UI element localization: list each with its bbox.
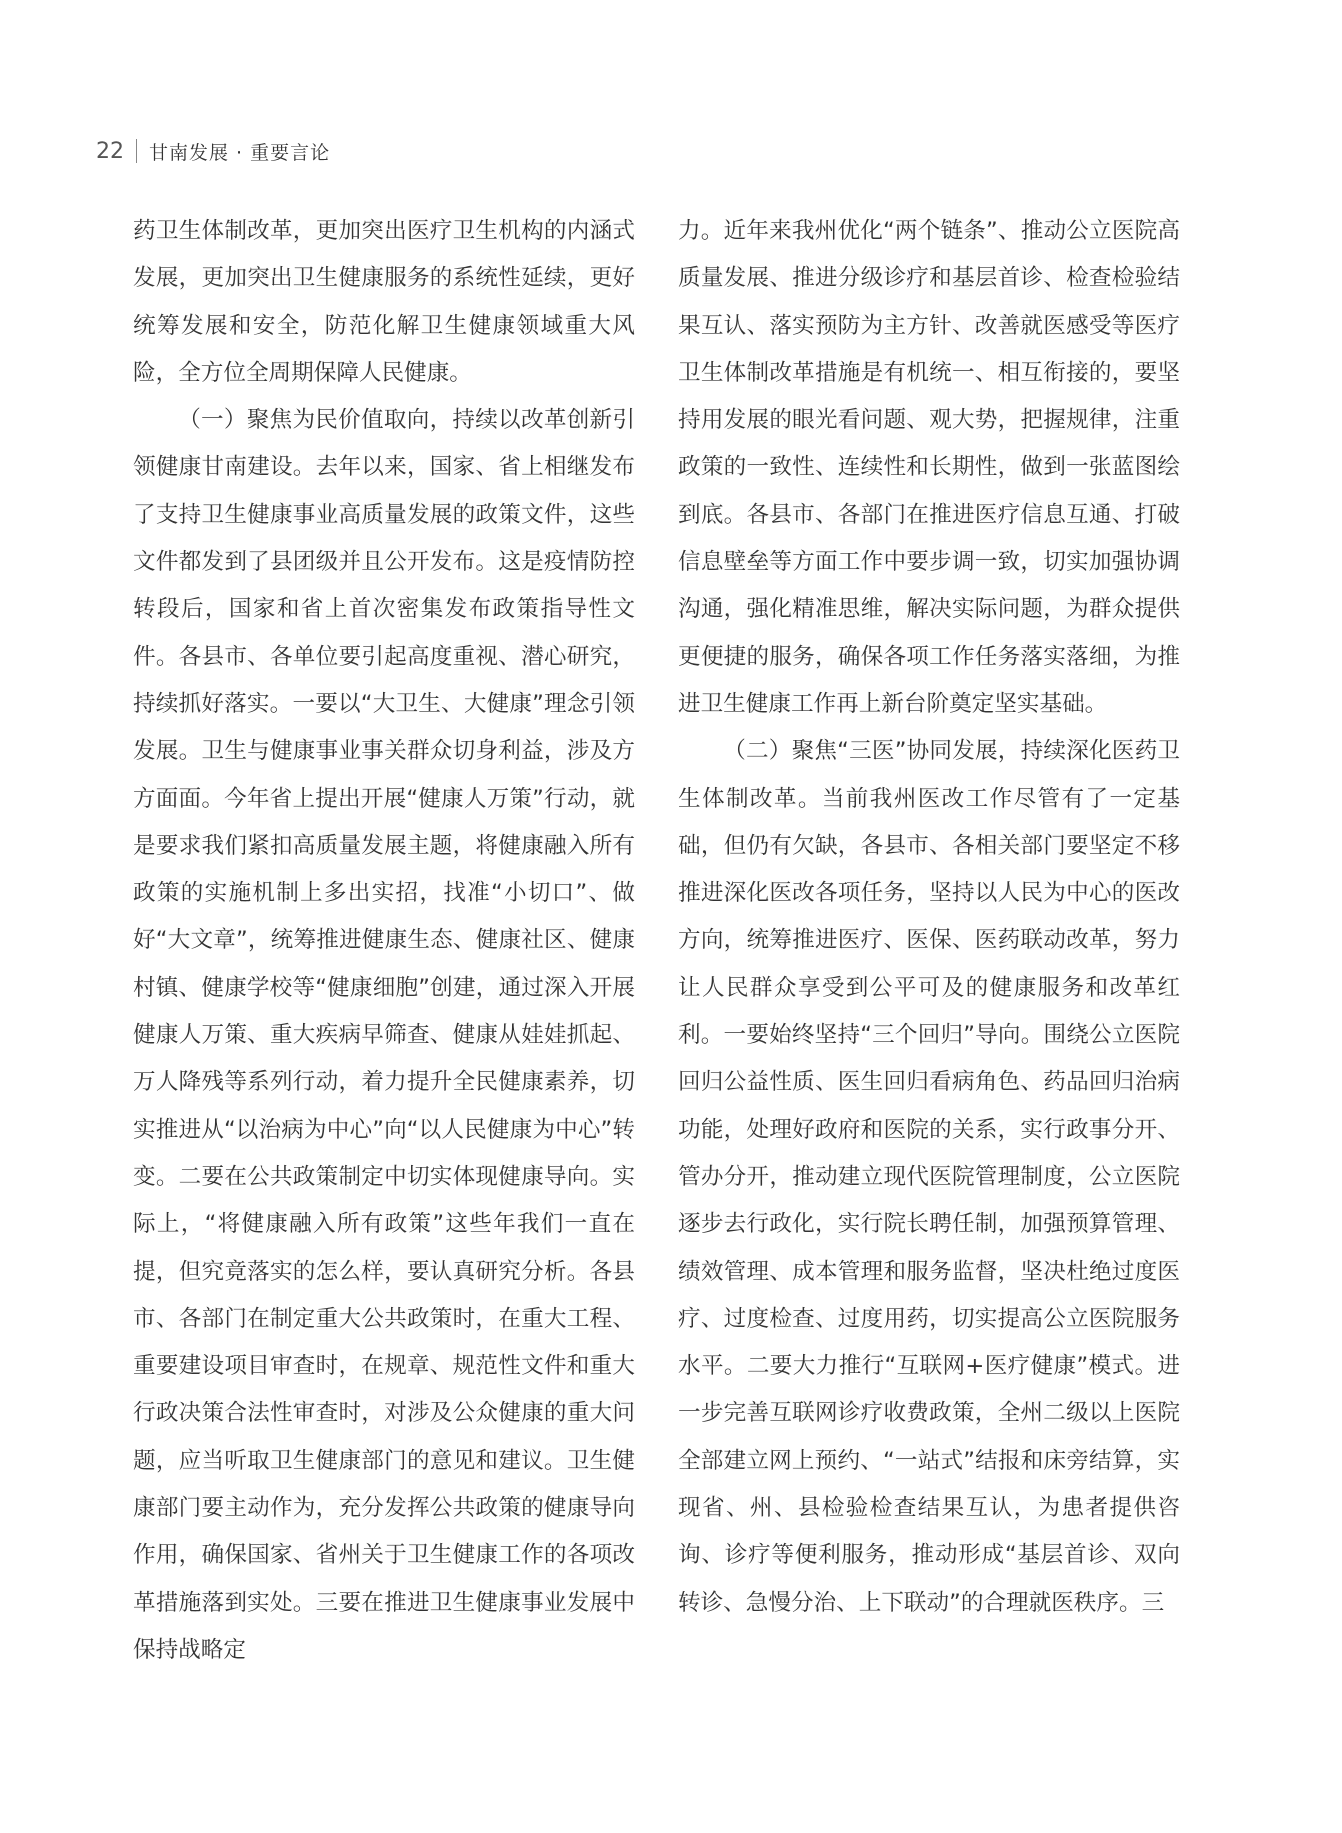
left-column — [133, 208, 635, 1674]
right-column — [678, 208, 1180, 1627]
header-divider — [136, 139, 137, 163]
running-header — [96, 136, 330, 166]
paragraph: （一）聚焦为民价值取向，持续以改革创新引领健康甘南建设。去年以来，国家、省上相继发布了支持卫生健康事业高质量发展的政策文件，这些文件都发到了县团级并且公开发布。这是疫情防控转段后，国家和省上首次密集发布政策指导性文件。各县市、各单位要引起高度重视、潜心研究，持续抓好落实。一要以“大卫生、大健康”理念引领发展。卫生与健康事业事关群众切身利益，涉及方方面面。今年省上提出开展“健康人万策”行动，就是要求我们紧扣高质量发展主题，将健康融入所有政策的实施机制上多出实招，找准“小切口”、做好“大文章”，统筹推进健康生态、健康社区、健康村镇、健康学校等“健康细胞”创建，通过深入开展健康人万策、重大疾病早筛查、健康从娃娃抓起、万人降残等系列行动，着力提升全民健康素养，切实推进从“以治病为中心”向“以人民健康为中心”转变。二要在公共政策制定中切实体现健康导向。实际上，“将健康融入所有政策”这些年我们一直在提，但究竟落实的怎么样，要认真研究分析。各县市、各部门在制定重大公共政策时，在重大工程、重要建设项目审查时，在规章、规范性文件和重大行政决策合法性审查时，对涉及公众健康的重大问题，应当听取卫生健康部门的意见和建议。卫生健康部门要主动作为，充分发挥公共政策的健康导向作用，确保国家、省州关于卫生健康工作的各项改革措施落到实处。三要在推进卫生健康事业发展中保持战略定 — [133, 407, 635, 1663]
paragraph: 药卫生体制改革，更加突出医疗卫生机构的内涵式发展，更加突出卫生健康服务的系统性延续，更好统筹发展和安全，防范化解卫生健康领域重大风险，全方位全周期保障人民健康。 — [133, 218, 635, 386]
paragraph: （二）聚焦“三医”协同发展，持续深化医药卫生体制改革。当前我州医改工作尽管有了一定基础，但仍有欠缺，各县市、各相关部门要坚定不移推进深化医改各项任务，坚持以人民为中心的医改方向，统筹推进医疗、医保、医药联动改革，努力让人民群众享受到公平可及的健康服务和改革红利。一要始终坚持“三个回归”导向。围绕公立医院回归公益性质、医生回归看病角色、药品回归治病功能，处理好政府和医院的关系，实行政事分开、管办分开，推动建立现代医院管理制度，公立医院逐步去行政化，实行院长聘任制，加强预算管理、绩效管理、成本管理和服务监督，坚决杜绝过度医疗、过度检查、过度用药，切实提高公立医院服务水平。二要大力推行“互联网+医疗健康”模式。进一步完善互联网诊疗收费政策，全州二级以上医院全部建立网上预约、“一站式”结报和床旁结算，实现省、州、县检验检查结果互认，为患者提供咨询、诊疗等便利服务，推动形成“基层首诊、双向转诊、急慢分治、上下联动”的合理就医秩序。三 — [678, 738, 1180, 1616]
section-title: 甘南发展 · 重要言论 — [149, 141, 331, 164]
paragraph: 力。近年来我州优化“两个链条”、推动公立医院高质量发展、推进分级诊疗和基层首诊、检查检验结果互认、落实预防为主方针、改善就医感受等医疗卫生体制改革措施是有机统一、相互衔接的，要坚持用发展的眼光看问题、观大势，把握规律，注重政策的一致性、连续性和长期性，做到一张蓝图绘到底。各县市、各部门在推进医疗信息互通、打破信息壁垒等方面工作中要步调一致，切实加强协调沟通，强化精准思维，解决实际问题，为群众提供更便捷的服务，确保各项工作任务落实落细，为推进卫生健康工作再上新台阶奠定坚实基础。 — [678, 218, 1180, 717]
page-number: 22 — [96, 138, 124, 164]
